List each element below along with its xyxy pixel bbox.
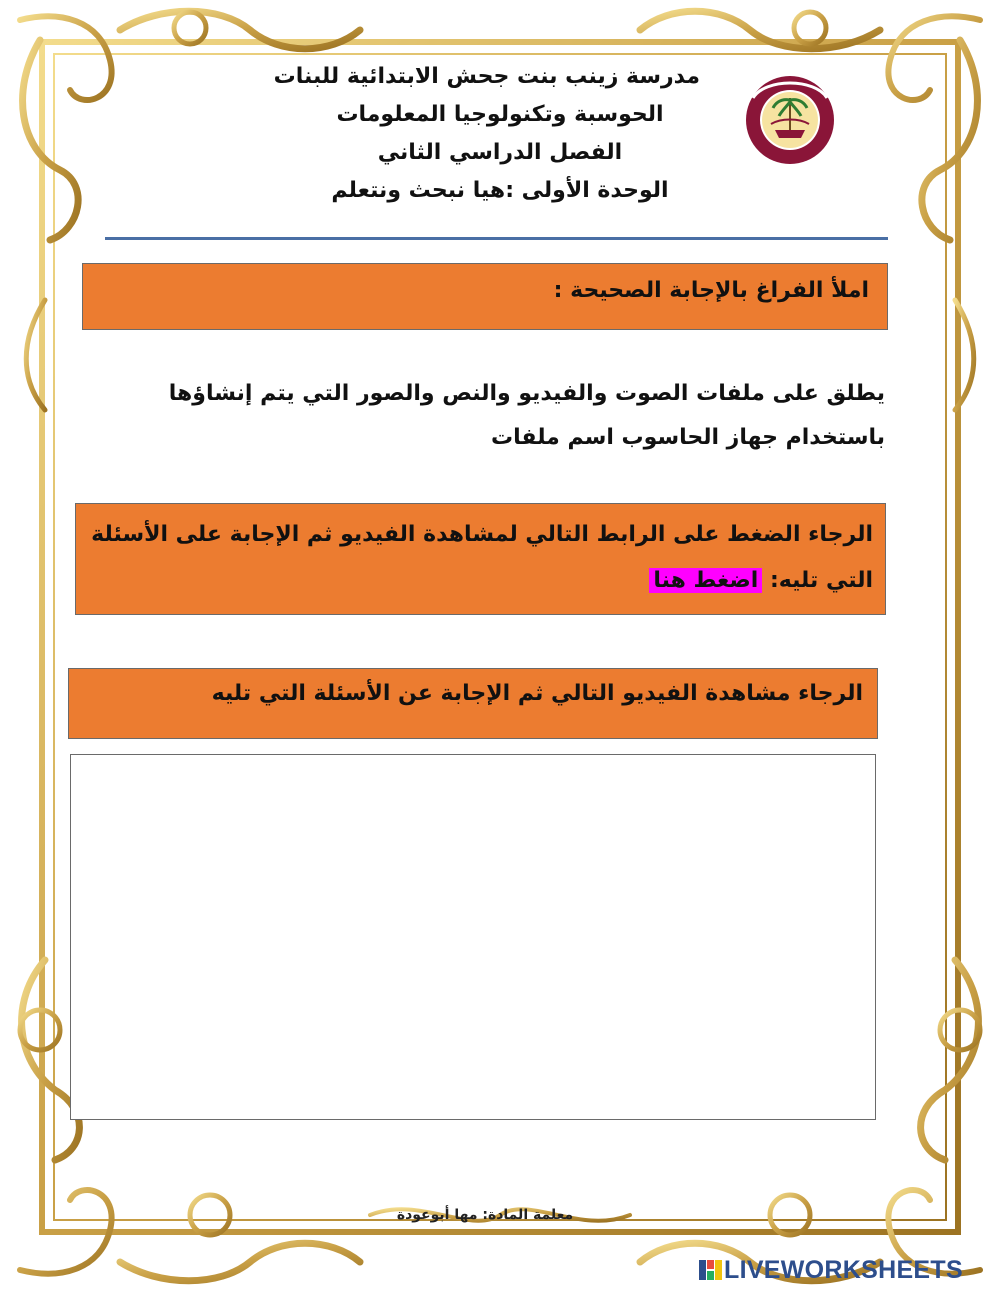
fill-blank-title: املأ الفراغ بالإجابة الصحيحة : <box>553 278 869 303</box>
document-header <box>273 58 700 210</box>
liveworksheets-wordmark: LIVEWORKSHEETS <box>724 1255 963 1284</box>
video-instruction-box <box>68 668 878 739</box>
qatar-emblem-icon <box>735 68 845 168</box>
liveworksheets-logo-icon <box>698 1258 724 1282</box>
video-embed-area[interactable] <box>70 754 876 1120</box>
liveworksheets-brand <box>698 1256 963 1284</box>
teacher-name: معلمة المادة: مها أبوعودة <box>396 1207 574 1223</box>
question-text <box>165 372 885 460</box>
header-divider <box>105 237 888 240</box>
video-instruction-text: الرجاء مشاهدة الفيديو التالي ثم الإجابة عن الأسئلة التي تليه <box>211 681 863 706</box>
unit-title: الوحدة الأولى :هيا نبحث ونتعلم <box>331 178 669 203</box>
fill-blank-instruction <box>82 263 888 330</box>
question-line-2: باستخدام جهاز الحاسوب اسم ملفات <box>491 425 885 450</box>
link-instruction-box <box>75 503 886 615</box>
link-instruction-line-2: التي تليه: <box>769 568 873 593</box>
semester: الفصل الدراسي الثاني <box>377 140 623 165</box>
link-instruction-line-1: الرجاء الضغط على الرابط التالي لمشاهدة الفيديو ثم الإجابة على الأسئلة <box>91 522 873 547</box>
subject-name: الحوسبة وتكنولوجيا المعلومات <box>336 102 664 127</box>
question-line-1: يطلق على ملفات الصوت والفيديو والنص والصور التي يتم إنشاؤها <box>168 381 885 406</box>
click-here-link[interactable]: اضغط هنا <box>649 568 762 593</box>
school-name: مدرسة زينب بنت جحش الابتدائية للبنات <box>273 64 700 89</box>
